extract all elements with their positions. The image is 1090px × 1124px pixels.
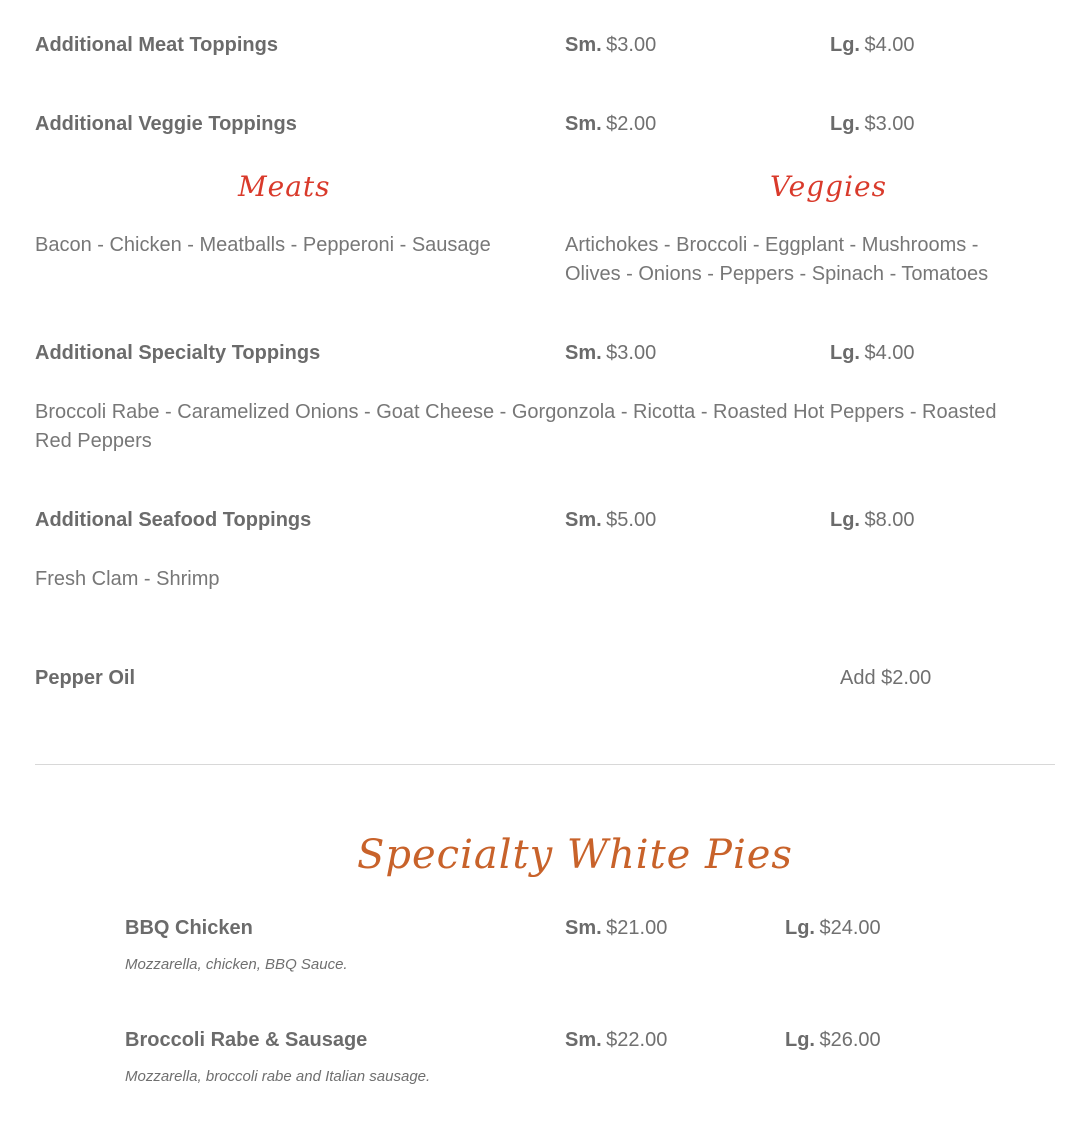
- veggie-toppings-sm: [565, 113, 656, 136]
- pepper-oil-name: Pepper Oil: [35, 667, 136, 689]
- menu-item-description: Mozzarella, broccoli rabe and Italian sausage.: [125, 1068, 431, 1085]
- meat-toppings-lg: [830, 34, 915, 57]
- price-lg: $26.00: [819, 1029, 881, 1051]
- size-label-sm: Sm.: [565, 917, 602, 939]
- size-label-lg: Lg.: [785, 1029, 815, 1051]
- clipped-section-heading: [490, 0, 610, 6]
- pepper-oil-price: Add $2.00: [840, 667, 932, 689]
- size-label-sm: Sm.: [565, 509, 602, 531]
- price-sm: $3.00: [606, 342, 657, 364]
- specialty-toppings-lg: [830, 342, 915, 365]
- price-sm: $2.00: [606, 113, 657, 135]
- veggie-toppings-name: Additional Veggie Toppings: [35, 113, 297, 135]
- menu-item-lg-price: [785, 917, 881, 940]
- menu-item-description: Mozzarella, chicken, BBQ Sauce.: [125, 956, 348, 973]
- price-lg: $3.00: [864, 113, 915, 135]
- price-sm: $5.00: [606, 509, 657, 531]
- specialty-toppings-name: Additional Specialty Toppings: [35, 342, 321, 364]
- section-divider: [35, 764, 1055, 765]
- menu-item-lg-price: [785, 1029, 881, 1052]
- size-label-lg: Lg.: [830, 113, 860, 135]
- seafood-toppings-name: Additional Seafood Toppings: [35, 509, 312, 531]
- menu-item-sm-price: [565, 1029, 667, 1052]
- size-label-lg: Lg.: [785, 917, 815, 939]
- size-label-sm: Sm.: [565, 113, 602, 135]
- menu-item-name: Broccoli Rabe & Sausage: [125, 1029, 368, 1051]
- meat-toppings-sm: [565, 34, 656, 57]
- specialty-toppings-sm: [565, 342, 656, 365]
- meats-heading: Meats: [238, 170, 331, 203]
- meat-toppings-name: Additional Meat Toppings: [35, 34, 278, 56]
- menu-item-sm-price: [565, 917, 667, 940]
- size-label-lg: Lg.: [830, 342, 860, 364]
- price-lg: $4.00: [864, 342, 915, 364]
- seafood-toppings-sm: [565, 509, 656, 532]
- price-lg: $24.00: [819, 917, 881, 939]
- size-label-lg: Lg.: [830, 34, 860, 56]
- seafood-list: Fresh Clam - Shrimp: [35, 568, 220, 590]
- veggies-list: Artichokes - Broccoli - Eggplant - Mushrooms - Olives - Onions - Peppers - Spinach - Tomatoes: [565, 234, 989, 285]
- price-lg: $4.00: [864, 34, 915, 56]
- veggies-heading: Veggies: [770, 170, 887, 203]
- specialty-list: Broccoli Rabe - Caramelized Onions - Goat Cheese - Gorgonzola - Ricotta - Roasted Hot Peppers - Roasted Red Peppers: [35, 401, 997, 452]
- size-label-lg: Lg.: [830, 509, 860, 531]
- seafood-toppings-lg: [830, 509, 915, 532]
- price-sm: $3.00: [606, 34, 657, 56]
- white-pies-heading: Specialty White Pies: [357, 832, 793, 878]
- size-label-sm: Sm.: [565, 342, 602, 364]
- size-label-sm: Sm.: [565, 1029, 602, 1051]
- price-sm: $22.00: [606, 1029, 668, 1051]
- meats-list: Bacon - Chicken - Meatballs - Pepperoni - Sausage: [35, 234, 491, 256]
- size-label-sm: Sm.: [565, 34, 602, 56]
- price-lg: $8.00: [864, 509, 915, 531]
- veggie-toppings-lg: [830, 113, 915, 136]
- menu-item-name: BBQ Chicken: [125, 917, 253, 939]
- price-sm: $21.00: [606, 917, 668, 939]
